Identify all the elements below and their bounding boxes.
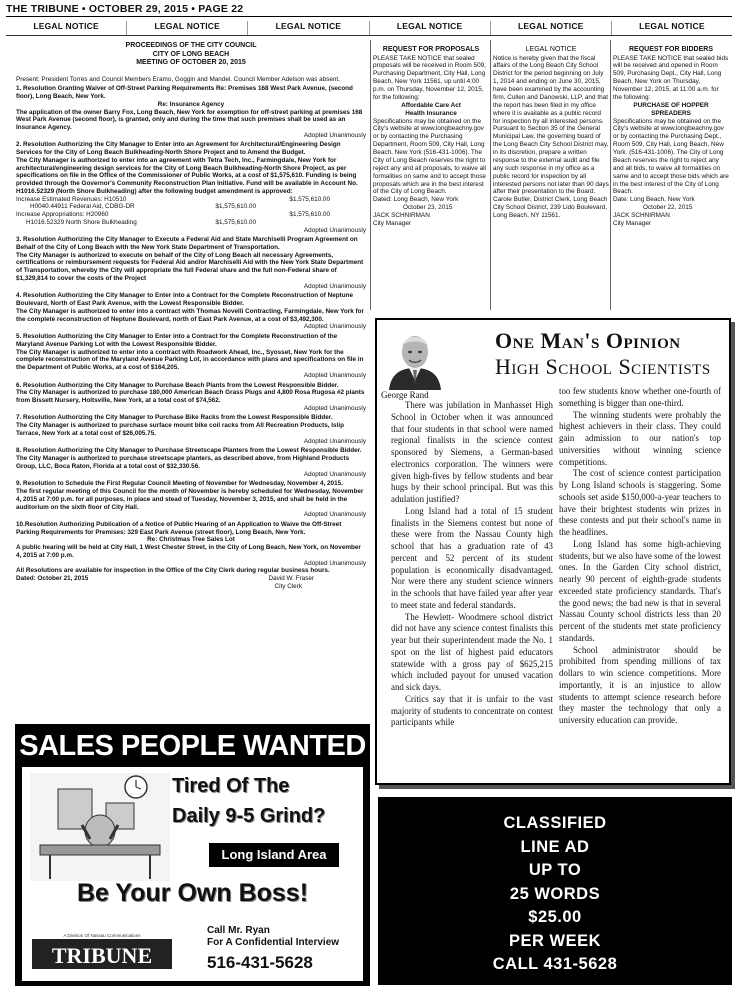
city-council-proceedings xyxy=(16,42,366,591)
request-for-bidders xyxy=(613,46,729,228)
budget-line: H1016.52329 North Shore Bulkheading $1,575,610.00 xyxy=(26,218,256,226)
column-divider xyxy=(610,40,611,310)
opinion-paragraph: School administrator should be prohibited from spending millions of tax dollars to win science competitions. More importantly, it is an injustice to allow students to attempt science research before they master the technology that only a university education can provide. xyxy=(559,644,721,725)
rfp-dated: Dated: Long Beach, New York xyxy=(373,196,459,204)
resolution-8-body: The City Manager is authorized to purchase streetscape planters, as described above, from Highland Products Group, LLC, Boca Raton, Florida at a total cost of $32,330.56. xyxy=(16,455,350,470)
rfp-body: PLEASE TAKE NOTICE that sealed proposals will be received in Room 509, Purchasing Department, City Hall, Long Beach, New York 11561, up until 4:00 p.m. on Thursday, November 12, 2015, for the following: xyxy=(373,54,486,101)
rfb-signer: JACK SCHNIRMAN xyxy=(613,212,670,220)
opinion-paragraph: The cost of science contest participation by Long Island schools is staggering. Some schools set aside $150,000-a-year teachers to have their brightest students win prizes in these contests and put their school's name in the headlines. xyxy=(559,468,721,537)
rfp-item: Affordable Care Act xyxy=(401,101,461,109)
rfb-date: October 22, 2015 xyxy=(643,204,693,212)
classified-line: CLASSIFIED xyxy=(503,814,607,832)
opinion-headline: High School Scientists xyxy=(495,354,711,379)
masthead: THE TRIBUNE • OCTOBER 29, 2015 • PAGE 22 xyxy=(6,3,244,15)
phone-number: 516-431-5628 xyxy=(207,953,313,972)
legal-notice-label: LEGAL NOTICE xyxy=(370,21,491,35)
proceedings-meeting: MEETING OF OCTOBER 20, 2015 xyxy=(136,59,246,67)
resolution-3-body: The City Manager is authorized to execute on behalf of the City of Long Beach all necessary Agreements, certifications or reimbursement requests for Federal Aid and/or Marchiselli Aid with the New York State Department of Transportation, whereby the City will appropriate the full Federal share and the full non-Federal share of $1,329,814 to cover the costs of the Project xyxy=(16,251,364,282)
legal-notice-label: LEGAL NOTICE xyxy=(248,21,369,35)
opinion-paragraph: The winning students were probably the highest achievers in their class. They could gain admission to our nation's top universities without winning science competitions. xyxy=(559,409,721,467)
opinion-paragraph: Long Island has some high-achieving students, but we also have some of the lowest ones. In the Garden City school district, nearly 90 percent of eighth-grade students exceeded state proficiency standards. That's the good news; the bad new is that in several Nassau County school districts less than 20 percent of the students met state proficiency standards. xyxy=(559,538,721,643)
classified-line: 25 WORDS xyxy=(509,884,601,903)
legal-notice-label: LEGAL NOTICE xyxy=(491,21,612,35)
rfp-body-2: Specifications may be obtained on the City's website at www.longbeachny.gov or by contacting the Purchasing Department, Room 509, City Hall, Long Beach, New York (516-431-1006). The City of Long Beach reserves the right to reject any and all proposals, to waive all formalities on same and to accept those proposals which are in the best interest of the City of Long Beach. xyxy=(373,117,486,196)
rfb-item: SPREADERS xyxy=(651,109,691,117)
notice-body: Notice is hereby given that the fiscal affairs of the Long Beach City School District for the period beginning on July 1, 2014 and ending on June 30, 2015, have been examined by the accounting firm, Cullen and Danowski, LLP, and that the report has been filed in my office where it is available as a public record for inspection by all interested persons. Pursuant to Section 35 of the General Municipal Law, the governing board of the Long Beach City School District may, in its discretion, prepare a written response to the external audit and file any such response in my office as a public record for inspection by all interested persons not later than 90 days after their presentation to the Board. xyxy=(493,54,609,196)
adopted-label: Adopted Unanimously xyxy=(303,511,366,519)
masthead-rule xyxy=(6,16,732,17)
signer-title: City Clerk xyxy=(274,582,302,590)
classified-line: CALL 431-5628 xyxy=(492,955,618,973)
classified-line: LINE AD xyxy=(520,837,590,856)
dated-line: Dated: October 21, 2015 David W. Fraser xyxy=(16,575,314,583)
resolution-10: 10.Resolution Authorizing Publication of a Notice of Public Hearing of an Application to Waive the Off-Street Parking Requirements for Premises: 329 East Park Avenue (street floor), Long Beach, New York. xyxy=(16,520,342,536)
adopted-label: Adopted Unanimously xyxy=(303,131,366,139)
adopted-label: Adopted Unanimously xyxy=(303,371,366,379)
resolution-7-body: The City Manager is authorized to purchase surface mount bike coil racks from All Recreation Products, Islip Terrace, New York at a total cost of $26,005.75. xyxy=(16,422,344,437)
resolution-10-re: Re: Christmas Tree Sales Lot xyxy=(147,536,235,544)
proceedings-footer: All Resolutions are available for inspection in the Office of the City Clerk during regular business hours. xyxy=(16,567,330,575)
resolution-6: 6. Resolution Authorizing the City Manager to Purchase Beach Plants from the Lowest Responsible Bidder. xyxy=(16,381,339,389)
rfp-title: REQUEST FOR PROPOSALS xyxy=(382,46,480,53)
author-caption: George Rand xyxy=(381,390,429,400)
legal-notice-label: LEGAL NOTICE xyxy=(6,21,127,35)
opinion-paragraph: Critics say that it is unfair to the vast majority of students to concentrate on contest participants while xyxy=(391,693,553,728)
resolution-6-body: The City Manager is authorized to purchase 180,000 American Beach Grass Plugs and 4,800 Rosa Rugosa #2 plants from Bissett Nursery, Holtsville, New York, at a total cost of $74,562. xyxy=(16,389,365,404)
be-your-own-boss: Be Your Own Boss! xyxy=(76,879,309,907)
rfb-dated: Date: Long Beach, New York xyxy=(613,196,695,204)
budget-line: Increase Estimated Revenues: H10510 $1,575,610.00 xyxy=(16,195,330,203)
classified-line: UP TO xyxy=(528,861,582,879)
opinion-column xyxy=(375,318,731,785)
opinion-paragraph: There was jubilation in Manhasset High School in October when it was announced that four students in that school were named regional finalists in the science contest sponsored by Siemens, a German-based electronics corporation. The winners were given high-fives by fellow students and bear hugs by their school principal. But was this adulation justified? xyxy=(391,400,553,504)
rfb-item: PURCHASE OF HOPPER xyxy=(633,101,709,109)
label-rule xyxy=(6,35,732,36)
resolution-9-body: The first regular meeting of this Council for the month of November is hereby scheduled for Wednesday, November 4, 2015 at 7:00 p.m. for all purposes, in place and stead of Tuesday, November 3, 2015, and shall be held in the auditorium on the sixth floor of City Hall. xyxy=(16,488,364,511)
present-line: Present: President Torres and Council Members Eramo, Goggin and Mandel. Council Member Adelson was absent. xyxy=(16,75,340,83)
resolution-4: 4. Resolution Authorizing the City Manager to Enter into a Contract for the Complete Reconstruction of Neptune Boulevard, North of East Park Avenue, with the Lowest Responsible Bidder. xyxy=(16,292,354,308)
opinion-column-2 xyxy=(559,386,721,727)
column-divider xyxy=(370,40,371,310)
notice-signature: Carole Butler, District Clerk, Long Beach City School District, 239 Lido Boulevard, Long Beach, NY 11561. xyxy=(493,196,608,220)
resolution-7: 7. Resolution Authorizing the City Manager to Purchase Bike Racks from the Lowest Responsible Bidder. xyxy=(16,414,333,422)
budget-line: Increase Appropriations: H20960 $1,575,610.00 xyxy=(16,211,330,219)
column-divider xyxy=(490,40,491,310)
audit-legal-notice xyxy=(493,46,609,220)
resolution-2-body: The City Manager is authorized to enter into an agreement with Tetra Tech, Inc., Farmingdale, New York for architectural/engineering design services for the City of Long Beach Bulkheading-North Shore Project, as per specifications on file in the Office of the Commissioner of Public Works, at a cost of $1,575,610. Funding is being provided through the Governor's Community Reconstruction Plan Initiative. Fund will be available in Account No. H1016.52329 (North Shore Bulkheading) after the following budget amendment is approved: xyxy=(16,156,358,195)
opinion-panel xyxy=(377,320,729,783)
adopted-label: Adopted Unanimously xyxy=(303,282,366,290)
rfb-signer-title: City Manager xyxy=(613,219,652,227)
resolution-1: 1. Resolution Granting Waiver of Off-Street Parking Requirements Re: Premises 168 West Park Avenue, (second floor), Long Beach, New York. xyxy=(16,85,353,101)
opinion-paragraph: Long Island had a total of 15 student finalists in the Siemens contest but none of these were from the Nassau County high school that has a graduation rate of 43 percent and 52 percent of its student population is economically disadvantaged. Nor were there any student science winners in the schools that have failed year after year to meet state and federal standards. xyxy=(391,505,553,610)
tired-text: Tired Of The xyxy=(172,775,290,797)
author-photo xyxy=(383,328,447,390)
adopted-label: Adopted Unanimously xyxy=(303,559,366,567)
resolution-1-body: The application of the owner Barry Fox, Long Beach, New York for exemption for off-street parking at premises 168 West Park Avenue (second floor), is granted, only and during the time that such premises shall be used as an Insurance Agency. xyxy=(16,108,363,131)
proceedings-city: CITY OF LONG BEACH xyxy=(152,50,230,58)
resolution-5-body: The City Manager is authorized to enter into a contract with Roadwork Ahead, Inc., Syosset, New York for the complete reconstruction of the Maryland Avenue Parking Lot, in accordance with plans and specifications on file in the Department of Public Works, at a cost of $164,205. xyxy=(16,348,364,372)
resolution-9: 9. Resolution to Schedule the First Regular Council Meeting of November for Wednesday, November 4, 2015. xyxy=(16,480,343,488)
resolution-5: 5. Resolution Authorizing the City Manager to Enter into a Contract for the Complete Reconstruction of the Maryland Avenue Parking Lot with the Lowest Responsible Bidder. xyxy=(16,333,338,348)
rfb-title: REQUEST FOR BIDDERS xyxy=(628,46,713,53)
stressed-worker-illustration xyxy=(30,773,170,881)
opinion-series-title: One Man's Opinion xyxy=(495,328,681,353)
tribune-logo xyxy=(32,933,172,973)
opinion-paragraph: too few students know whether one-fourth of something is bigger than one-third. xyxy=(559,386,721,408)
call-text: Call Mr. Ryan For A Confidential Interview xyxy=(207,925,340,948)
adopted-label: Adopted Unanimously xyxy=(303,470,366,478)
resolution-10-body: A public hearing will be held at City Hall, 1 West Chester Street, in the City of Long Beach, New York, on November 4, 2015 at 7:00 p.m. xyxy=(16,544,361,559)
rfp-signer-title: City Manager xyxy=(373,219,412,227)
budget-line: H0040.44911 Federal Aid, CDBG-DR $1,575,610.00 xyxy=(30,203,256,211)
rfp-item: Health Insurance xyxy=(405,109,457,117)
rfb-body: PLEASE TAKE NOTICE that sealed bids will be received and opened in Room 509, Purchasing Dept., City Hall, Long Beach, New York on Thursday, November 12, 2015, at 11:00 a.m. for the following: xyxy=(613,54,729,101)
adopted-label: Adopted Unanimously xyxy=(303,437,366,445)
classified-line: $25.00 xyxy=(528,908,582,926)
legal-notice-label: LEGAL NOTICE xyxy=(127,21,248,35)
svg-text:A Division Of Nassau Communica: A Division Of Nassau Communications xyxy=(63,933,141,938)
adopted-label: Adopted Unanimously xyxy=(303,404,366,412)
notice-title: LEGAL NOTICE xyxy=(525,46,577,53)
adopted-label: Adopted Unanimously xyxy=(303,323,366,331)
classified-line: PER WEEK xyxy=(508,931,601,950)
opinion-paragraph: The Hewlett- Woodmere school district did not have any science contest finalists this year but their superintendent made the No. 1 spot on the list of highest paid educators statewide with a gross pay of $625,215 which included payout for unused vacation and sick days. xyxy=(391,611,553,692)
resolution-3: 3. Resolution Authorizing the City Manager to Execute a Federal Aid and State Marchiselli Program Agreement on Behalf of the City of Long Beach with the New York State Department of Transportation. xyxy=(16,236,358,252)
area-badge: Long Island Area xyxy=(209,843,339,867)
resolution-8: 8. Resolution Authorizing the City Manager to Purchase Streetscape Planters from the Lowest Responsible Bidder. xyxy=(16,447,362,455)
request-for-proposals xyxy=(373,46,489,228)
resolution-1-re: Re: Insurance Agency xyxy=(157,100,225,108)
opinion-column-1 xyxy=(391,400,553,729)
adopted-label: Adopted Unanimously xyxy=(303,226,366,234)
legal-notice-label-row xyxy=(6,21,732,35)
resolution-4-body: The City Manager is authorized to enter into a contract with Thomas Novelli Contracting, Farmingdale, New York for the complete reconstruction of Neptune Boulevard, north of East Park Avenue, at a cost of $3,492,300. xyxy=(16,307,365,323)
sales-people-wanted-ad xyxy=(15,724,370,986)
rfb-body-2: Specifications may be obtained on the City's website at www.longbeachny.gov or by contacting the Purchasing Dept., Room 509, City Hall, Long Beach, New York. (516-431-1006). The City of Long Beach reserves the right to reject any and all bids, to waive all formalities on same and to accept those bids which are in the best interest of the City of Long Beach. xyxy=(613,117,729,196)
proceedings-title: PROCEEDINGS OF THE CITY COUNCIL xyxy=(125,42,257,49)
daily-grind-text: Daily 9-5 Grind? xyxy=(172,805,326,827)
sales-ad-body xyxy=(22,767,363,981)
rfp-date: October 23, 2015 xyxy=(403,204,453,212)
svg-text:TRIBUNE: TRIBUNE xyxy=(51,943,153,968)
resolution-2: 2. Resolution Authorizing the City Manager to Enter into an Agreement for Architectural/Engineering Design Services for the City of Long Beach Bulkheading-North Shore Project and to Amend the Budget. xyxy=(16,141,341,157)
sales-headline: SALES PEOPLE WANTED xyxy=(19,730,366,762)
rfp-signer: JACK SCHNIRMAN xyxy=(373,212,430,220)
legal-notice-label: LEGAL NOTICE xyxy=(639,21,705,31)
classified-line-ad xyxy=(378,797,732,985)
